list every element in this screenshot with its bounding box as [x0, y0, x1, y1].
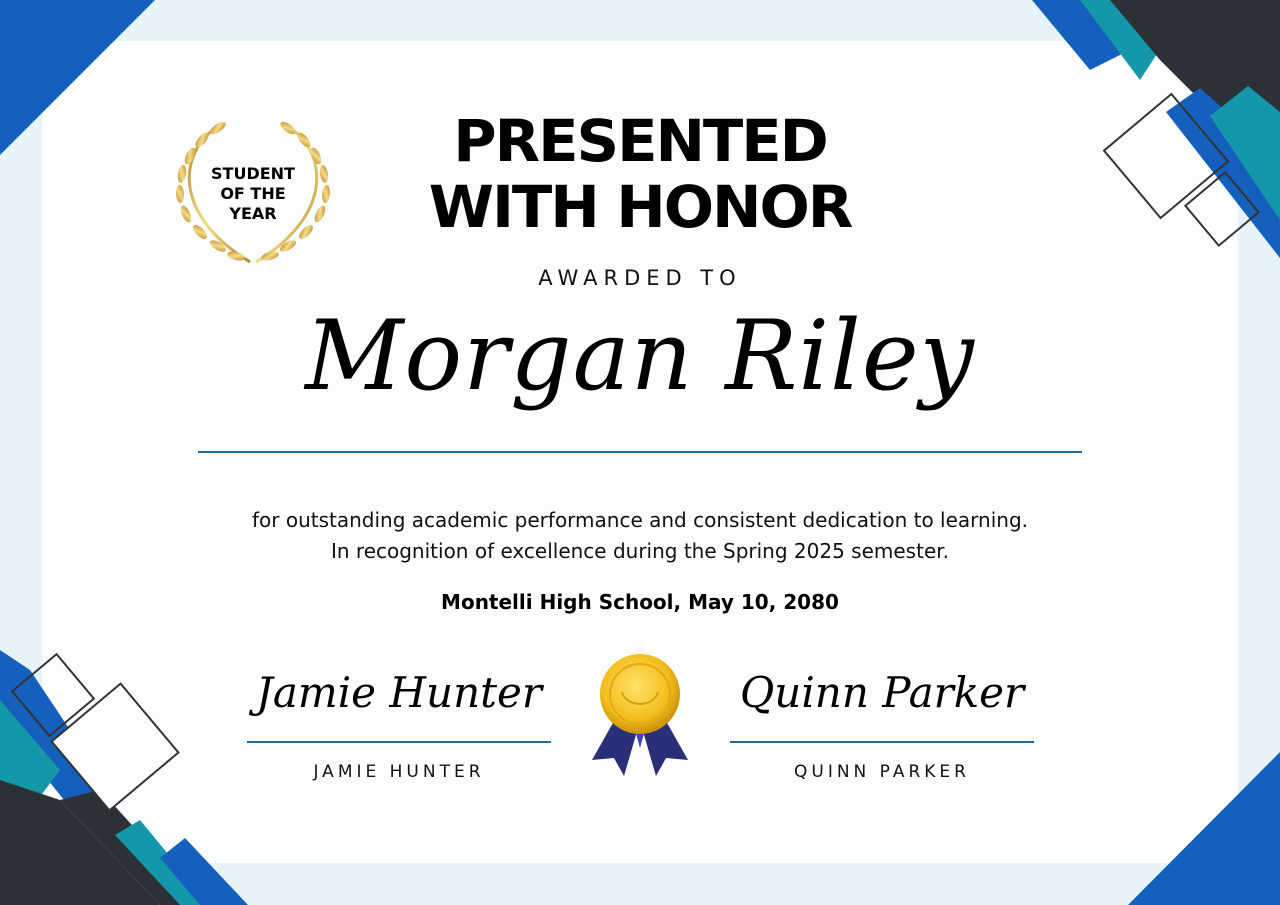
medal-ribbon-icon — [588, 652, 692, 778]
award-description: for outstanding academic performance and consistent dedication to learning. In recognition of excellence during the Spring 2025 semester. — [252, 508, 1028, 563]
badge-line-3: YEAR — [229, 204, 277, 223]
signature-line-right — [730, 741, 1034, 743]
signer-name-right: QUINN PARKER — [794, 762, 970, 782]
signature-script-left: Jamie Hunter — [256, 668, 542, 717]
awarded-to-label: AWARDED TO — [538, 266, 742, 290]
signature-script-right: Quinn Parker — [739, 668, 1025, 717]
title-line-1: PRESENTED — [453, 107, 827, 175]
title-line-2: WITH HONOR — [428, 173, 852, 241]
signer-name-left: JAMIE HUNTER — [313, 762, 485, 782]
signature-line-left — [247, 741, 551, 743]
school-and-date: Montelli High School, May 10, 2080 — [441, 590, 839, 614]
recipient-divider — [198, 451, 1082, 453]
badge-line-1: STUDENT — [211, 164, 295, 183]
badge-text — [191, 164, 315, 224]
badge-line-2: OF THE — [220, 184, 286, 203]
recipient-name: Morgan Riley — [305, 300, 975, 412]
